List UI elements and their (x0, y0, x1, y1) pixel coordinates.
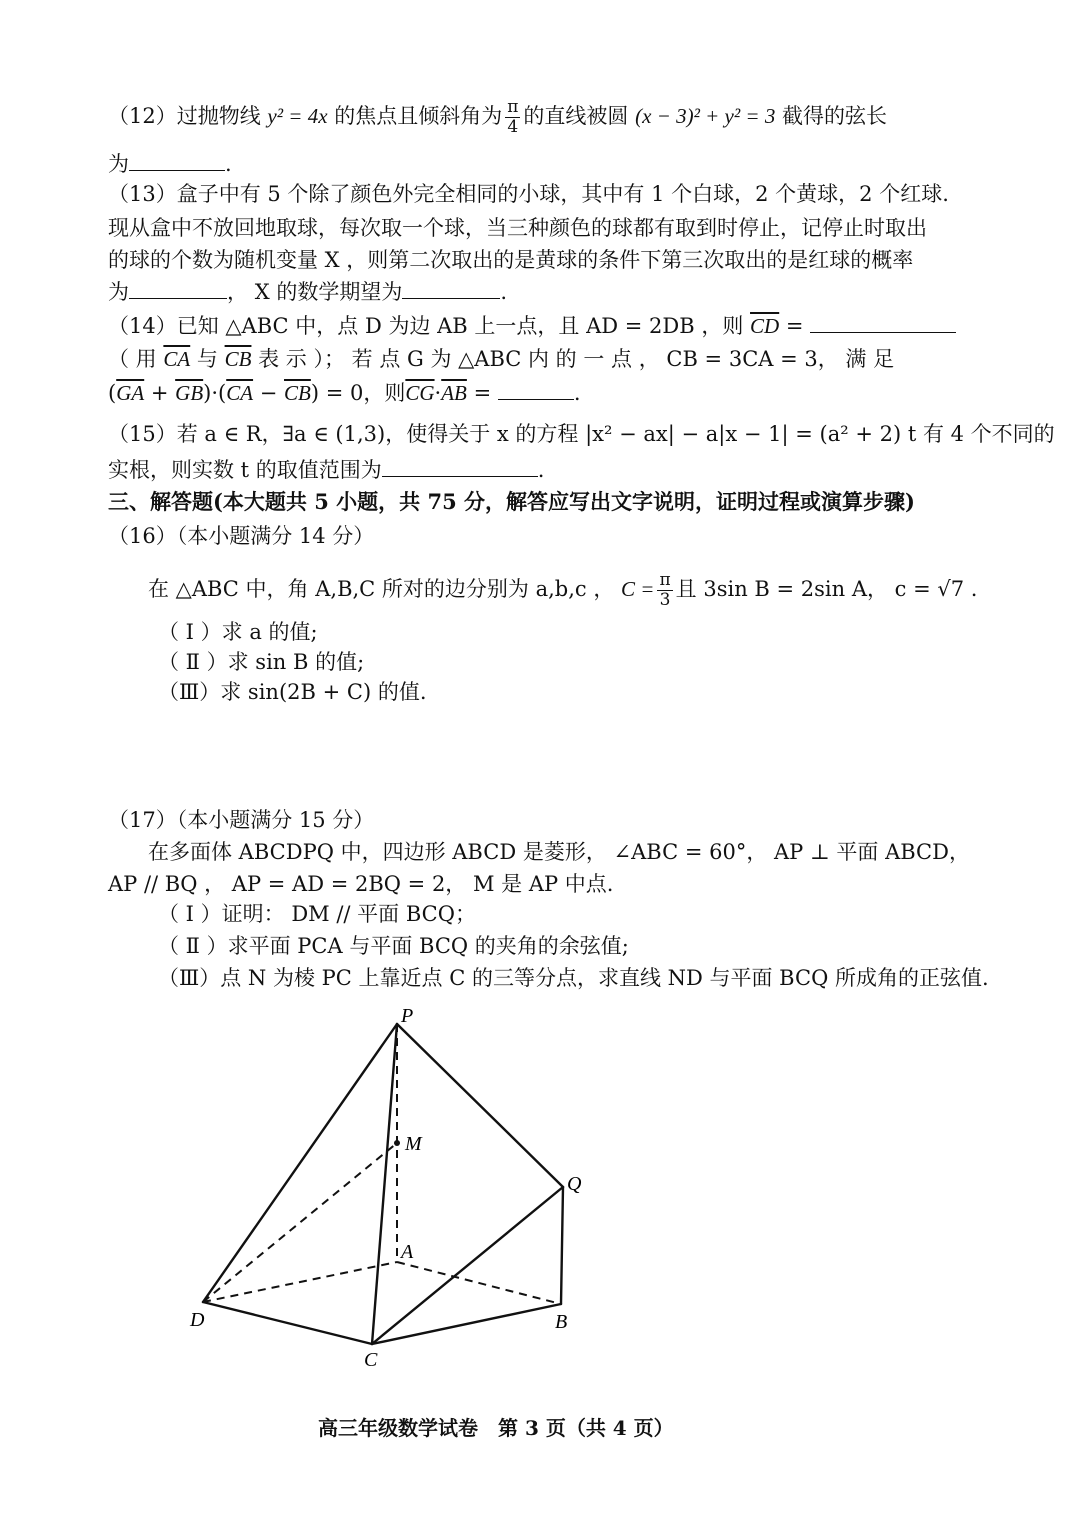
q14-text: 表 示 ）； 若 点 G 为 △ABC 内 的 一 点 ， CB = 3CA = 3， 满 足 (258, 347, 895, 371)
q12-circle: (x − 3)² + y² = 3 (635, 104, 776, 128)
vector-ga: $\overline{GA}$ (116, 381, 145, 405)
vector-ca: $\overline{CA}$ (163, 347, 191, 371)
edge-pq (397, 1024, 563, 1187)
q12-text: 的直线被圆 (523, 104, 629, 128)
section-3-heading: 三、解答题(本大题共 5 小题，共 75 分，解答应写出文字说明，证明过程或演算步骤) (108, 489, 915, 514)
label-c: C (364, 1349, 378, 1371)
q17-part-2: （ Ⅱ ）求平面 PCA 与平面 BCQ 的夹角的余弦值; (158, 934, 629, 958)
q16-part-3: （Ⅲ）求 sin(2B + C) 的值. (158, 680, 427, 704)
q12-text: 截得的弦长 (782, 104, 888, 128)
q14-line-1 (108, 312, 956, 340)
vector-gb: $\overline{GB}$ (175, 381, 204, 405)
label-m: M (405, 1133, 422, 1155)
q12-line-1 (108, 98, 887, 137)
label-b: B (555, 1311, 568, 1333)
q15-line-2 (108, 456, 544, 484)
label-q: Q (567, 1173, 582, 1195)
q12-parabola: y² = 4x (267, 104, 328, 128)
vector-cb: $\overline{CB}$ (284, 381, 311, 405)
q14-text: = (779, 314, 804, 338)
q13-line-2: 现从盒中不放回地取球，每次取一个球，当三种颜色的球都有取到时停止，记停止时取出 (108, 216, 927, 240)
q13-line-1: （13）盒子中有 5 个除了颜色外完全相同的小球，其中有 1 个白球，2 个黄球，2 个红球. (108, 182, 949, 206)
q12-text: . (225, 152, 232, 176)
q14-text: )·( (203, 381, 227, 405)
label-a: A (401, 1241, 414, 1263)
q16-text: 在 △ABC 中，角 A,B,C 所对的边分别为 a,b,c ， (148, 577, 615, 601)
q17-part-3: （Ⅲ）点 N 为棱 PC 上靠近点 C 的三等分点，求直线 ND 与平面 BCQ 所成角的正弦值. (158, 966, 989, 990)
q12-text: 过抛物线 (176, 104, 261, 128)
q13-text: . (500, 280, 507, 304)
edge-pc (372, 1024, 397, 1344)
q17-statement-1: 在多面体 ABCDPQ 中，四边形 ABCD 是菱形， ∠ABC = 60°， AP ⊥ 平面 ABCD， (148, 840, 970, 864)
vector-ca: $\overline{CA}$ (226, 381, 254, 405)
q15-text: . (537, 458, 545, 482)
q17-heading: （17）（本小题满分 15 分） (108, 808, 375, 832)
q14-answer-blank-1[interactable] (810, 312, 956, 333)
q17-statement-2: AP // BQ ， AP = AD = 2BQ = 2， M 是 AP 中点. (108, 872, 614, 896)
q12-number: （12） (108, 104, 177, 128)
q14-text: = (466, 381, 492, 405)
q14-text: − (253, 381, 285, 405)
q14-answer-blank-2[interactable] (498, 379, 574, 400)
label-p: P (401, 1005, 414, 1027)
edge-pd (203, 1024, 397, 1302)
vector-cg: $\overline{CG}$ (405, 381, 435, 405)
edge-dm-hidden (203, 1143, 397, 1302)
q14-text: + (144, 381, 176, 405)
q13-answer-blank-1[interactable] (129, 278, 227, 299)
q13-answer-blank-2[interactable] (402, 278, 500, 299)
q15-line-1: （15）若 a ∈ R，∃a ∈ (1,3)，使得关于 x 的方程 |x² − ax| − a|x − 1| = (a² + 2) t 有 4 个不同的 (108, 422, 1055, 446)
q12-angle-fraction: $\frac{\pi}{4}$ (507, 97, 519, 137)
q16-part-2: （ Ⅱ ）求 sin B 的值; (158, 650, 365, 674)
vector-ab: $\overline{AB}$ (441, 381, 467, 405)
q14-text: 与 (196, 347, 218, 371)
q16-text: 且 3sin B = 2sin A， c = √7 . (675, 577, 978, 601)
edge-cb (372, 1304, 561, 1344)
page-footer: 高三年级数学试卷 第 3 页（共 4 页） (318, 1416, 674, 1440)
q16-statement (148, 571, 977, 610)
q13-text: X 的数学期望为 (254, 280, 403, 304)
q14-text: ) = 0，则 (310, 381, 406, 405)
q14-line-2 (108, 345, 894, 373)
label-d: D (190, 1309, 205, 1331)
edge-ab-hidden (397, 1262, 561, 1304)
q14-text: （14）已知 △ABC 中，点 D 为边 AB 上一点，且 AD = 2DB ，则 (108, 314, 744, 338)
q14-text: . (573, 381, 581, 405)
q16-heading: （16）（本小题满分 14 分） (108, 524, 375, 548)
point-m (394, 1140, 400, 1146)
q14-text: ( (108, 381, 117, 405)
edge-qc (372, 1187, 563, 1344)
vector-cb: $\overline{CB}$ (224, 347, 252, 371)
q13-text: 为 (108, 280, 129, 304)
q17-part-1: （ Ⅰ ）证明： DM // 平面 BCQ； (158, 902, 476, 926)
edge-dc (203, 1302, 372, 1344)
q16-text: C = (621, 577, 655, 601)
q15-text: 实根，则实数 t 的取值范围为 (108, 458, 382, 482)
q13-line-3: 的球的个数为随机变量 X ，则第二次取出的是黄球的条件下第三次取出的是红球的概率 (108, 248, 914, 272)
q12-text: 为 (108, 152, 129, 176)
vector-cd: $\overline{CD}$ (750, 314, 780, 338)
q15-answer-blank[interactable] (382, 456, 538, 477)
q12-text: 的焦点且倾斜角为 (334, 104, 503, 128)
edge-da-hidden (203, 1262, 397, 1302)
q13-line-4 (108, 278, 507, 306)
q14-text: （ 用 (108, 347, 157, 371)
edge-qb (561, 1187, 563, 1304)
q14-line-3 (108, 379, 581, 407)
q14-text: · (434, 381, 442, 405)
q12-line-2 (108, 150, 232, 178)
q12-answer-blank[interactable] (129, 150, 225, 171)
q13-text: ， (227, 280, 248, 304)
q16-part-1: （ Ⅰ ）求 a 的值; (158, 620, 318, 644)
q16-angle-fraction: $\frac{\pi}{3}$ (659, 570, 671, 610)
